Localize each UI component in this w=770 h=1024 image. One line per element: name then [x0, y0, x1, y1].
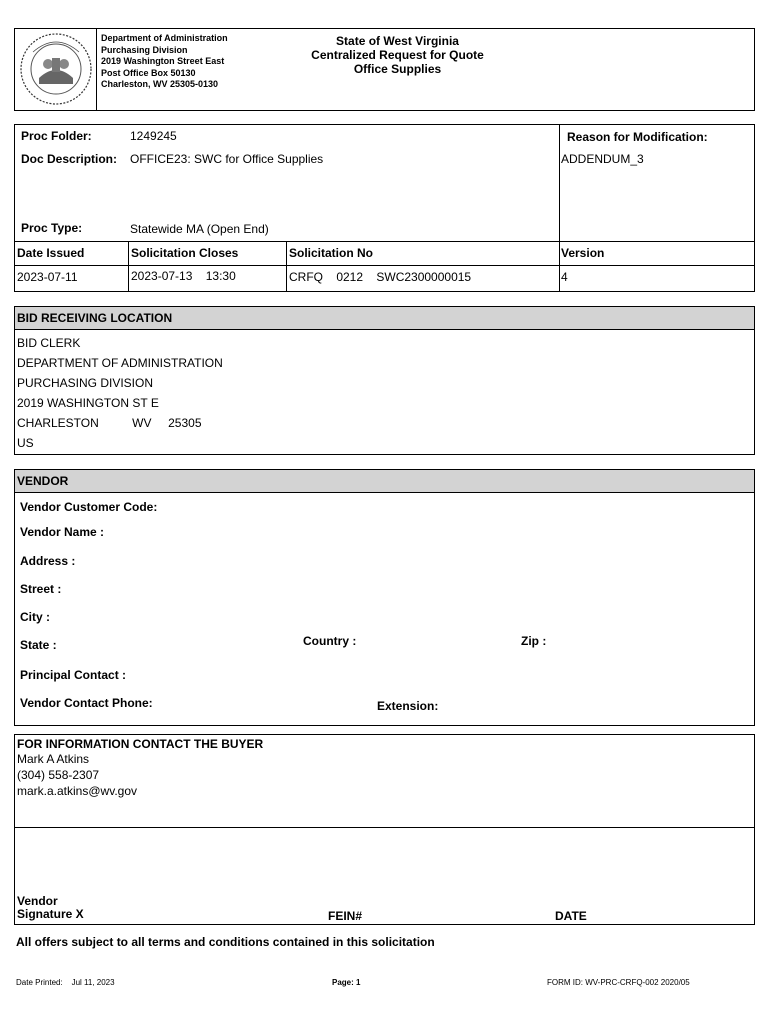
version-label: Version — [561, 246, 605, 260]
form-id: FORM ID: WV-PRC-CRFQ-002 2020/05 — [547, 978, 690, 987]
state-label: State : — [20, 638, 57, 652]
bid-location-line: DEPARTMENT OF ADMINISTRATION — [17, 356, 223, 370]
date-label: DATE — [555, 909, 587, 923]
buyer-email: mark.a.atkins@wv.gov — [17, 784, 137, 798]
extension-label: Extension: — [377, 699, 439, 713]
reason-modification-value: ADDENDUM_3 — [561, 152, 644, 166]
solicitation-closes-value: 2023-07-13 13:30 — [131, 269, 236, 283]
address-label: Address : — [20, 554, 76, 568]
zip-label: Zip : — [521, 634, 547, 648]
header-box — [14, 28, 755, 111]
buyer-contact-box — [14, 734, 755, 925]
doc-description-value: OFFICE23: SWC for Office Supplies — [130, 152, 324, 166]
principal-contact-label: Principal Contact : — [20, 668, 127, 682]
bid-location-line: CHARLESTON WV 25305 — [17, 416, 202, 430]
vendor-name-label: Vendor Name : — [20, 525, 105, 539]
buyer-name: Mark A Atkins — [17, 752, 90, 766]
bid-location-heading: BID RECEIVING LOCATION — [17, 311, 173, 325]
vendor-box — [14, 469, 755, 726]
solicitation-no-label: Solicitation No — [289, 246, 373, 260]
vendor-heading: VENDOR — [17, 474, 69, 488]
date-issued-label: Date Issued — [17, 246, 85, 260]
document-title: State of West Virginia — [336, 34, 459, 48]
proc-type-label: Proc Type: — [21, 221, 83, 235]
proc-folder-label: Proc Folder: — [21, 129, 92, 143]
document-subtitle: Centralized Request for Quote — [311, 48, 484, 62]
vendor-signature-x-label: Signature X — [17, 907, 84, 921]
vendor-customer-code-label: Vendor Customer Code: — [20, 500, 158, 514]
document-commodity: Office Supplies — [353, 62, 442, 76]
solicitation-no-value: CRFQ 0212 SWC2300000015 — [289, 270, 472, 284]
fein-label: FEIN# — [328, 909, 363, 923]
version-value: 4 — [561, 270, 568, 284]
buyer-phone: (304) 558-2307 — [17, 768, 100, 782]
proc-type-value: Statewide MA (Open End) — [130, 222, 269, 236]
solicitation-closes-label: Solicitation Closes — [131, 246, 239, 260]
agency-line: Department of Administration — [101, 33, 228, 43]
vendor-signature-label: Vendor — [17, 894, 58, 908]
state-seal-logo — [19, 32, 93, 106]
bid-location-line: PURCHASING DIVISION — [17, 376, 154, 390]
page-number: Page: 1 — [332, 978, 361, 987]
date-printed: Date Printed: Jul 11, 2023 — [16, 978, 115, 987]
bid-location-line: BID CLERK — [17, 336, 81, 350]
bid-location-box — [14, 306, 755, 455]
proc-folder-value: 1249245 — [130, 129, 177, 143]
city-label: City : — [20, 610, 50, 624]
reason-modification-label: Reason for Modification: — [567, 130, 708, 144]
bid-location-line: US — [17, 436, 34, 450]
agency-line: 2019 Washington Street East — [101, 56, 225, 67]
terms-notice: All offers subject to all terms and conditions contained in this solicitation — [16, 935, 435, 949]
vendor-contact-phone-label: Vendor Contact Phone: — [20, 696, 153, 710]
bid-location-line: 2019 WASHINGTON ST E — [17, 396, 159, 410]
agency-line: Post Office Box 50130 — [101, 67, 196, 78]
date-issued-value: 2023-07-11 — [17, 270, 78, 284]
doc-description-label: Doc Description: — [21, 152, 118, 166]
country-label: Country : — [303, 634, 357, 648]
proc-info-box — [14, 124, 755, 292]
agency-line: Charleston, WV 25305-0130 — [101, 79, 219, 90]
buyer-contact-heading: FOR INFORMATION CONTACT THE BUYER — [17, 737, 264, 751]
agency-line: Purchasing Division — [101, 44, 188, 55]
street-label: Street : — [20, 582, 62, 596]
